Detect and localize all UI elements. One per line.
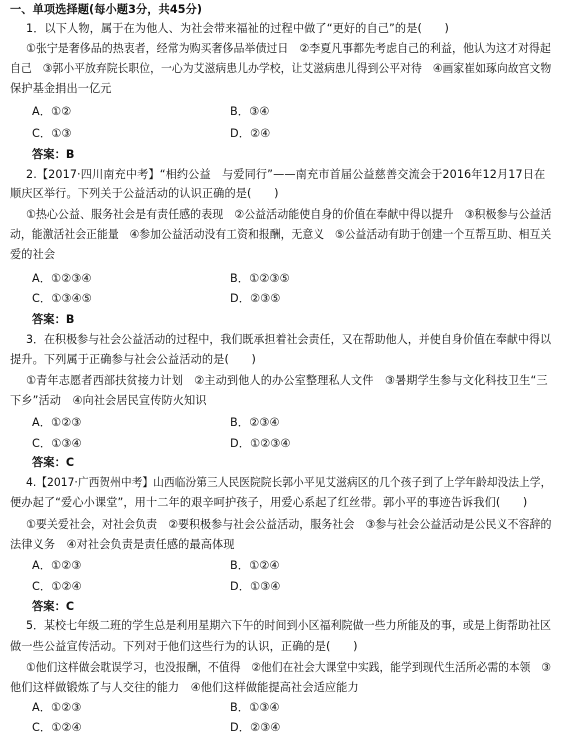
question-1-text: ①张宁是奢侈品的热衷者，经常为购买奢侈品举债过日 ②李夏凡事都先考虑自己的利益，他认为这才对得起 [26,42,551,55]
question-4-text: 法律义务 ④对社会负责是责任感的最高体现 [10,538,235,551]
question-1-stem: 1．以下人物，属于在为他人、为社会带来福祉的过程中做了“更好的自己”的是( ) [26,22,450,35]
question-2-option-b[interactable]: B．①②③⑤ [230,272,290,285]
question-1-option-a[interactable]: A．①② [32,105,72,118]
question-4-option-a[interactable]: A．①②③ [32,559,82,572]
question-2-text: 爱的社会 [10,248,56,261]
question-2-text: 顺庆区举行。下列关于公益活动的认识正确的是( ) [10,187,279,200]
question-3-option-b[interactable]: B．②③④ [230,416,280,429]
question-3-option-d[interactable]: D．①②③④ [230,437,291,450]
question-2-text: ①热心公益、服务社会是有责任感的表现 ②公益活动能使自身的价值在奉献中得以提升 ③积极参与公益活 [26,208,552,221]
question-1-answer: 答案：B [32,148,75,161]
question-3-text: 提升。下列属于正确参与社会公益活动的是( ) [10,353,256,366]
question-3-answer: 答案：C [32,456,75,469]
question-5-text: 做一些公益宣传活动。下列对于他们这些行为的认识，正确的是( ) [10,640,358,653]
question-5-stem: 5．某校七年级二班的学生总是利用星期六下午的时间到小区福利院做一些力所能及的事，或是上街帮助社区 [26,619,551,632]
question-2-text: 动，能激活社会正能量 ④参加公益活动没有工资和报酬，无意义 ⑤公益活动有助于创建一个互帮互助、相互关 [10,228,552,241]
question-4-option-b[interactable]: B．①②④ [230,559,280,572]
question-5-text: ①他们这样做会耽误学习，也没报酬，不值得 ②他们在社会大课堂中实践，能学到现代生活所必需的本领 ③ [26,661,551,674]
question-1-option-d[interactable]: D．②④ [230,127,271,140]
question-3-option-c[interactable]: C．①③④ [32,437,82,450]
question-3-text: ①青年志愿者西部扶贫接力计划 ②主动到他人的办公室整理私人文件 ③暑期学生参与文化科技卫生“三 [26,374,548,387]
question-3-stem: 3．在积极参与社会公益活动的过程中，我们既承担着社会责任，又在帮助他人，并使自身价值在奉献中得以 [26,333,551,346]
question-1-option-c[interactable]: C．①③ [32,127,72,140]
question-4-answer: 答案：C [32,600,75,613]
question-3-option-a[interactable]: A．①②③ [32,416,82,429]
question-2-stem: 2.【2017·四川南充中考】“相约公益 与爱同行”——南充市首届公益慈善交流会于2016年12月17日在 [26,168,546,181]
question-2-answer: 答案：B [32,313,75,326]
question-1-text: 自己 ③郭小平放弃院长职位，一心为艾滋病患儿办学校，让艾滋病患儿得到公平对待 ④画家崔如琢向故宫文物 [10,62,552,75]
question-5-option-a[interactable]: A．①②③ [32,701,82,714]
question-4-text: 便办起了“爱心小课堂”，用十二年的艰辛呵护孩子，用爱心系起了红丝带。郭小平的事迹告诉我们( ) [10,496,528,509]
question-4-option-c[interactable]: C．①②④ [32,580,82,593]
question-5-option-c[interactable]: C．①②④ [32,721,82,734]
question-5-option-b[interactable]: B．①③④ [230,701,280,714]
question-4-text: ①要关爱社会，对社会负责 ②要积极参与社会公益活动，服务社会 ③参与社会公益活动是公民义不容辞的 [26,518,552,531]
section-title: 一、单项选择题(每小题3分，共45分) [10,3,203,16]
question-1-text: 保护基金捐出一亿元 [10,82,112,95]
question-5-option-d[interactable]: D．②③④ [230,721,281,734]
question-5-text: 他们这样做锻炼了与人交往的能力 ④他们这样做能提高社会适应能力 [10,681,359,694]
question-4-option-d[interactable]: D．①③④ [230,580,281,593]
question-2-option-d[interactable]: D．②③⑤ [230,292,281,305]
question-2-option-c[interactable]: C．①③④⑤ [32,292,92,305]
question-3-text: 下乡”活动 ④向社会居民宣传防火知识 [10,394,207,407]
question-4-stem: 4.【2017·广西贺州中考】山西临汾第三人民医院院长郭小平见艾滋病区的几个孩子到了上学年龄却没法上学， [26,476,552,489]
question-2-option-a[interactable]: A．①②③④ [32,272,92,285]
question-1-option-b[interactable]: B．③④ [230,105,270,118]
